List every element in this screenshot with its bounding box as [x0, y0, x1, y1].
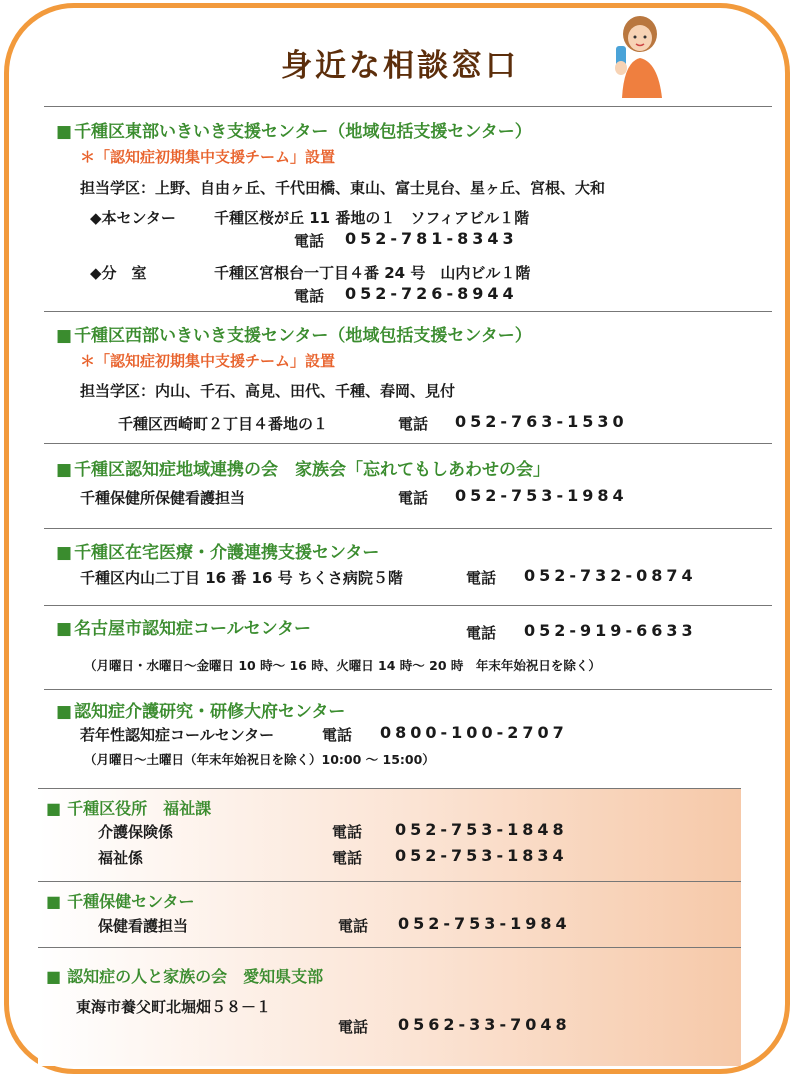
- nishi-phone-label: 電話: [398, 415, 429, 433]
- divider: [38, 947, 741, 948]
- nagoya-hours: （月曜日・水曜日～金曜日 10 時～ 16 時、火曜日 14 時～ 20 時 年末年始祝日を除く）: [84, 658, 601, 673]
- divider: [44, 443, 772, 444]
- section-heading-hoken: ■ 千種保健センター: [46, 889, 195, 912]
- nagoya-phone[interactable]: 052-919-6633: [524, 621, 697, 640]
- section-heading-higashi: ■ 千種区東部いきいき支援センター（地域包括支援センター）: [56, 117, 532, 142]
- section-heading-nishi: ■ 千種区西部いきいき支援センター（地域包括支援センター）: [56, 321, 532, 346]
- main-center-phone[interactable]: 052-781-8343: [345, 229, 518, 248]
- fukushi-phone[interactable]: 052-753-1834: [395, 846, 568, 865]
- districts-higashi: 担当学区：上野、自由ヶ丘、千代田橋、東山、富士見台、星ヶ丘、宮根、大和: [80, 179, 606, 197]
- branch-phone-label: 電話: [294, 287, 325, 305]
- kaigo-label: 介護保険係: [98, 823, 174, 841]
- divider: [44, 528, 772, 529]
- divider: [38, 881, 741, 882]
- section-heading-family: ■ 千種区認知症地域連携の会 家族会「忘れてもしあわせの会」: [56, 455, 550, 480]
- section-heading-zaitaku: ■ 千種区在宅医療・介護連携支援センター: [56, 538, 379, 563]
- divider: [38, 788, 741, 789]
- divider: [44, 311, 772, 312]
- obu-phone-label: 電話: [322, 726, 353, 744]
- obu-line: 若年性認知症コールセンター: [80, 726, 275, 744]
- section-heading-kuyakusho: ■ 千種区役所 福祉課: [46, 796, 211, 819]
- section-heading-aichi: ■ 認知症の人と家族の会 愛知県支部: [46, 964, 323, 987]
- branch-address: 千種区宮根台一丁目４番 24 号 山内ビル１階: [214, 264, 531, 282]
- team-note-nishi: ＊「認知症初期集中支援チーム」設置: [80, 352, 336, 370]
- main-center-phone-label: 電話: [294, 232, 325, 250]
- divider: [44, 605, 772, 606]
- kaigo-phone-label: 電話: [332, 823, 363, 841]
- family-phone[interactable]: 052-753-1984: [455, 486, 628, 505]
- aichi-phone[interactable]: 0562-33-7048: [398, 1015, 571, 1034]
- section-heading-obu: ■ 認知症介護研究・研修大府センター: [56, 697, 345, 722]
- divider: [44, 106, 772, 107]
- obu-hours: （月曜日～土曜日（年末年始祝日を除く）10:00 ～ 15:00）: [84, 752, 435, 767]
- fukushi-phone-label: 電話: [332, 849, 363, 867]
- page-title: 身近な相談窓口: [281, 48, 519, 84]
- nagoya-phone-label: 電話: [466, 624, 497, 642]
- main-center-address: 千種区桜が丘 11 番地の１ ソフィアビル１階: [214, 209, 530, 227]
- person-on-phone-illustration: [604, 12, 668, 100]
- family-phone-label: 電話: [398, 489, 429, 507]
- zaitaku-address: 千種区内山二丁目 16 番 16 号 ちくさ病院５階: [80, 569, 403, 587]
- zaitaku-phone[interactable]: 052-732-0874: [524, 566, 697, 585]
- zaitaku-phone-label: 電話: [466, 569, 497, 587]
- family-contact: 千種保健所保健看護担当: [80, 489, 246, 507]
- aichi-address: 東海市養父町北堀畑５８－１: [76, 998, 272, 1016]
- team-note-higashi: ＊「認知症初期集中支援チーム」設置: [80, 148, 336, 166]
- obu-phone[interactable]: 0800-100-2707: [380, 723, 568, 742]
- divider: [44, 689, 772, 690]
- section-heading-nagoya: ■ 名古屋市認知症コールセンター: [56, 614, 311, 639]
- districts-nishi: 担当学区：内山、千石、高見、田代、千種、春岡、見付: [80, 382, 456, 400]
- aichi-phone-label: 電話: [338, 1018, 369, 1036]
- nishi-address: 千種区西崎町２丁目４番地の１: [118, 415, 329, 433]
- branch-phone[interactable]: 052-726-8944: [345, 284, 518, 303]
- nishi-phone[interactable]: 052-763-1530: [455, 412, 628, 431]
- hoken-phone[interactable]: 052-753-1984: [398, 914, 571, 933]
- hoken-phone-label: 電話: [338, 917, 369, 935]
- hoken-label: 保健看護担当: [98, 917, 189, 935]
- branch-label: ◆分 室: [90, 264, 147, 282]
- fukushi-label: 福祉係: [98, 849, 144, 867]
- main-center-label: ◆本センター: [90, 209, 176, 227]
- kaigo-phone[interactable]: 052-753-1848: [395, 820, 568, 839]
